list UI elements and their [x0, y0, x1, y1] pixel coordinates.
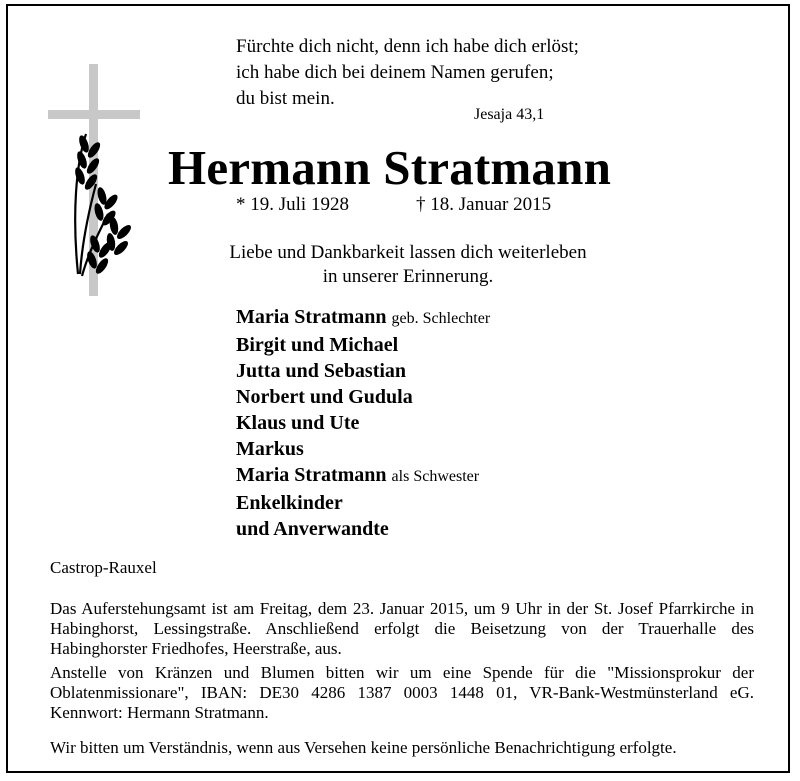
mourner-name: Jutta und Sebastian [236, 360, 407, 382]
mourner-name: Markus [236, 438, 304, 460]
cross-with-wheat-icon [48, 64, 144, 296]
death-date: † 18. Januar 2015 [416, 194, 552, 215]
obituary-notice [6, 4, 790, 773]
motto-line: in unserer Erinnerung. [322, 266, 494, 287]
mourner-name: und Anverwandte [236, 518, 389, 540]
donation-request: Anstelle von Kränzen und Blumen bitten wir um eine Spende für die "Missionsprokur der Oblatenmissionare", IBAN: DE30 4286 1387 0003 1448 01, VR-Bank-Westmünsterland eG. Kennwort: Hermann Stratmann. [50, 663, 754, 722]
verse-line: du bist mein. [236, 88, 335, 109]
verse-line: ich habe dich bei deinem Namen gerufen; [236, 62, 554, 83]
mourner-name: Maria Stratmann [236, 306, 387, 328]
apology-note: Wir bitten um Verständnis, wenn aus Versehen keine persönliche Benachrichtigung erfolgte. [50, 738, 677, 757]
place-name: Castrop-Rauxel [50, 558, 157, 577]
verse-line: Fürchte dich nicht, denn ich habe dich erlöst; [236, 36, 579, 57]
bible-verse [236, 34, 579, 112]
mourner-name: Klaus und Ute [236, 412, 360, 434]
mourner-note: geb. Schlechter [391, 310, 491, 327]
mourner-entry [236, 304, 490, 332]
mourner-entry [236, 436, 490, 462]
mourner-entry [236, 384, 490, 410]
service-details: Das Auferstehungsamt ist am Freitag, dem 23. Januar 2015, um 9 Uhr in der St. Josef Pfarrkirche in Habinghorst, Lessingstraße. Anschließend erfolgt die Beisetzung von der Trauerhalle des Habinghorster Friedhofes, Heerstraße, aus. [50, 599, 754, 658]
mourner-entry [236, 332, 490, 358]
mourner-entry [236, 516, 490, 542]
mourner-name: Maria Stratmann [236, 464, 387, 486]
motto-line: Liebe und Dankbarkeit lassen dich weiterleben [229, 242, 587, 263]
mourner-note: als Schwester [391, 468, 480, 485]
mourner-name: Enkelkinder [236, 492, 343, 514]
mourner-name: Birgit und Michael [236, 334, 399, 356]
mourner-entry [236, 490, 490, 516]
mourner-entry [236, 410, 490, 436]
mourner-name: Norbert und Gudula [236, 386, 413, 408]
mourner-entry [236, 462, 490, 490]
deceased-name: Hermann Stratmann [168, 140, 612, 195]
mourner-entry [236, 358, 490, 384]
mourners-list [236, 304, 490, 542]
birth-date: * 19. Juli 1928 [236, 194, 349, 215]
memorial-motto [198, 241, 618, 289]
verse-reference: Jesaja 43,1 [474, 106, 545, 123]
